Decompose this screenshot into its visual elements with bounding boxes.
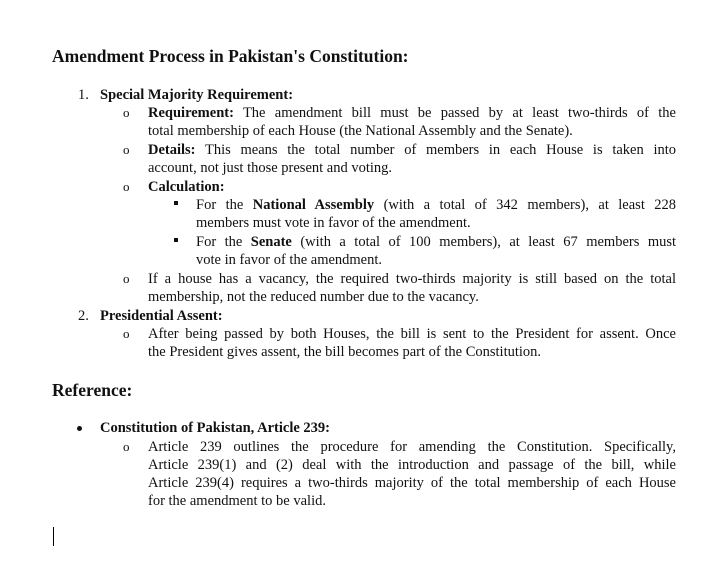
circle-bullet-icon: o (123, 142, 130, 157)
article-239-item: Article 239 outlines the procedure for amending the Constitution. Specifically, Article 239(1) and (2) deal with the introduction and passage of the bill, while Article 239(4) requires a two-thirds majority of the total membership of each House for the amendment to be valid. (148, 439, 676, 509)
reference-heading: Reference: (52, 380, 133, 400)
assent-item: After being passed by both Houses, the bill is sent to the President for assent. Once the President gives assent, the bill becomes part of the Constitution. (148, 326, 676, 360)
reference-title: Constitution of Pakistan, Article 239: (100, 420, 330, 436)
circle-bullet-icon: o (123, 326, 130, 341)
calculation-label: Calculation: (148, 179, 225, 195)
section-title-special-majority: Special Majority Requirement: (100, 87, 294, 103)
circle-bullet-icon: o (123, 179, 130, 194)
section-title-presidential-assent: Presidential Assent: (100, 308, 223, 324)
circle-bullet-icon: o (123, 439, 130, 454)
national-assembly-term: National Assembly (252, 197, 375, 213)
disc-bullet-icon (77, 426, 82, 431)
senate-item: For the Senate (with a total of 100 members), at least 67 members must vote in favor of the amendment. (196, 234, 677, 268)
senate-term: Senate (250, 234, 292, 250)
requirement-item: Requirement: The amendment bill must be passed by at least two-thirds of the total membership of each House (the National Assembly and the Senate). (148, 105, 676, 139)
circle-bullet-icon: o (123, 105, 130, 120)
list-number-2: 2. (78, 308, 89, 324)
list-number-1: 1. (78, 87, 89, 103)
square-bullet-icon (174, 201, 178, 205)
details-item: Details: This means the total number of members in each House is taken into account, not just those present and voting. (148, 142, 676, 176)
circle-bullet-icon: o (123, 271, 130, 286)
national-assembly-item: For the National Assembly (with a total of 342 members), at least 228 members must vote in favor of the amendment. (196, 197, 677, 231)
text-cursor[interactable] (53, 527, 54, 546)
requirement-label: Requirement: (148, 105, 234, 121)
square-bullet-icon (174, 238, 178, 242)
vacancy-item: If a house has a vacancy, the required two-thirds majority is still based on the total membership, not the reduced number due to the vacancy. (148, 271, 676, 305)
details-label: Details: (148, 142, 196, 158)
main-heading: Amendment Process in Pakistan's Constitution: (52, 46, 409, 66)
